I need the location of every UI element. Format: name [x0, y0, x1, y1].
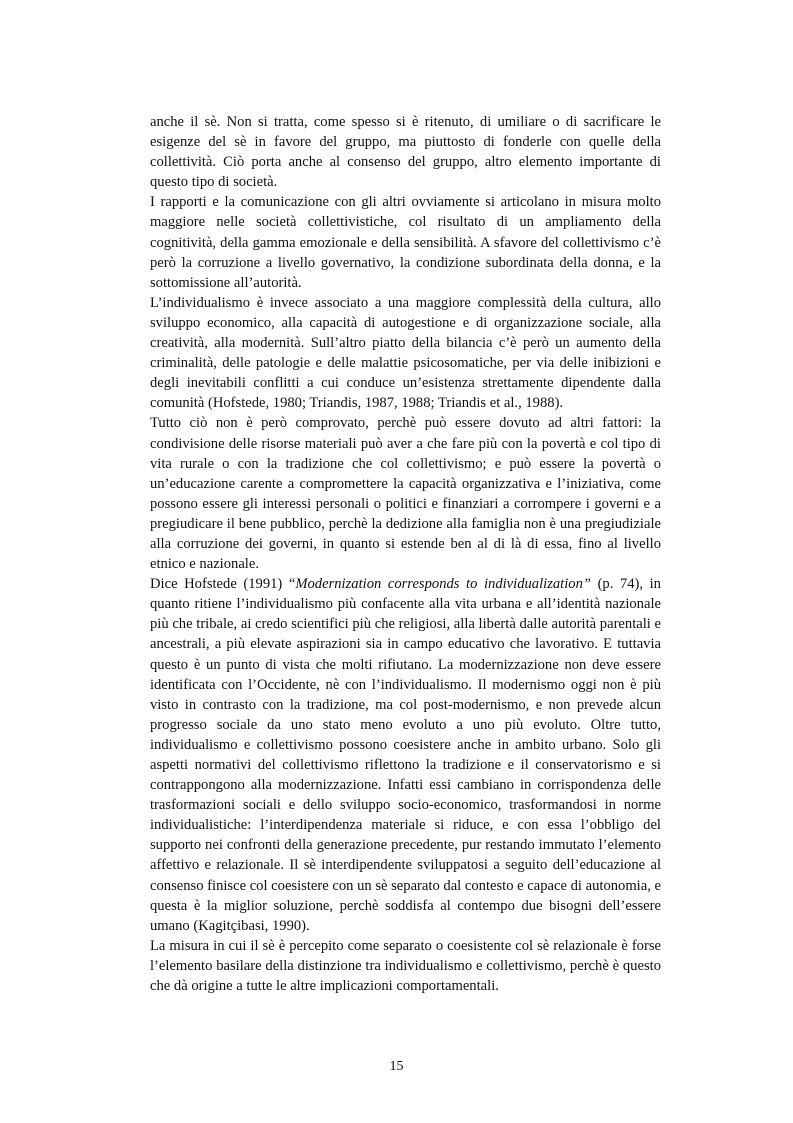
paragraph-3: L’individualismo è invece associato a una maggiore complessità della cultura, allo sviluppo economico, alla capacità di autogestione e di organizzazione sociale, alla creatività, alla modernità. Sull’altro piatto della bilancia c’è però un aumento della criminalità, delle patologie e delle malattie psicosomatiche, per via delle inibizioni e degli inevitabili conflitti a cui conduce un’esistenza strettamente dipendente dalla comunità (Hofstede, 1980; Triandis, 1987, 1988; Triandis et al., 1988). [150, 294, 661, 412]
quote-italic: Modernization corresponds to individualization” [295, 576, 591, 593]
paragraph-5 [150, 574, 661, 936]
paragraph-5-lead: Dice Hofstede (1991) “ [150, 576, 296, 593]
page-number: 15 [389, 1059, 404, 1074]
paragraph-1: anche il sè. Non si tratta, come spesso si è ritenuto, di umiliare o di sacrificare le esigenze del sè in favore del gruppo, ma piuttosto di fonderle con quelle della collettività. Ciò porta anche al consenso del gruppo, altro elemento importante di questo tipo di società. [150, 114, 661, 191]
paragraph-2: I rapporti e la comunicazione con gli altri ovviamente si articolano in misura molto maggiore nelle società collettivistiche, col risultato di un ampliamento della cognitività, della gamma emozionale e della sensibilità. A sfavore del collettivismo c’è però la corruzione a livello governativo, la condizione subordinata della donna, e la sottomissione all’autorità. [150, 194, 661, 291]
body-text [150, 112, 661, 996]
paragraph-6: La misura in cui il sè è percepito come separato o coesistente col sè relazionale è forse l’elemento basilare della distinzione tra individualismo e collettivismo, perchè è questo che dà origine a tutte le altre implicazioni comportamentali. [150, 937, 661, 995]
paragraph-5-body: (p. 74), in quanto ritiene l’individualismo più confacente alla vita urbana e all’identità nazionale più che tribale, ai credo scientifici più che religiosi, alla libertà dalle autorità parentali e ancestrali, a più elevate aspirazioni sia in campo educativo che lavorativo. E tuttavia questo è un punto di vista che molti rifiutano. La modernizzazione non deve essere identificata con l’Occidente, nè con l’individualismo. Il modernismo oggi non è più visto in contrasto con la tradizione, ma col post-modernismo, e non prevede alcun progresso sociale da uno stato meno evoluto a uno più evoluto. Oltre tutto, individualismo e collettivismo possono coesistere anche in ambito urbano. Solo gli aspetti normativi del collettivismo riflettono la tradizione e il conservatorismo e si contrappongono alla modernizzazione. Infatti essi cambiano in corrispondenza delle trasformazioni sociali e dello sviluppo socio-economico, trasformandosi in norme individualistiche: l’interdipendenza materiale si riduce, e con essa l’obbligo del supporto nei confronti della generazione precedente, pur restando immutato l’elemento affettivo e relazionale. Il sè interdipendente sviluppatosi a seguito dell’educazione al consenso finisce col coesistere con un sè separato dal contesto e capace di autonomia, e questa è la miglior soluzione, perchè soddisfa al contempo due bisogni dell’essere umano (Kagitçibasi, 1990). [150, 576, 661, 934]
paragraph-4: Tutto ciò non è però comprovato, perchè può essere dovuto ad altri fattori: la condivisione delle risorse materiali può aver a che fare più con la povertà e col tipo di vita rurale o con la tradizione che col collettivismo; e può essere la povertà o un’educazione carente a compromettere la capacità organizzativa e l’iniziativa, come possono essere gli interessi personali o politici e finanziari a corrompere i governi e a pregiudicare il bene pubblico, perchè la dedizione alla famiglia non è una pregiudiziale alla corruzione dei governi, in quanto si estende ben al di là di essa, fino al livello etnico e nazionale. [150, 415, 661, 573]
